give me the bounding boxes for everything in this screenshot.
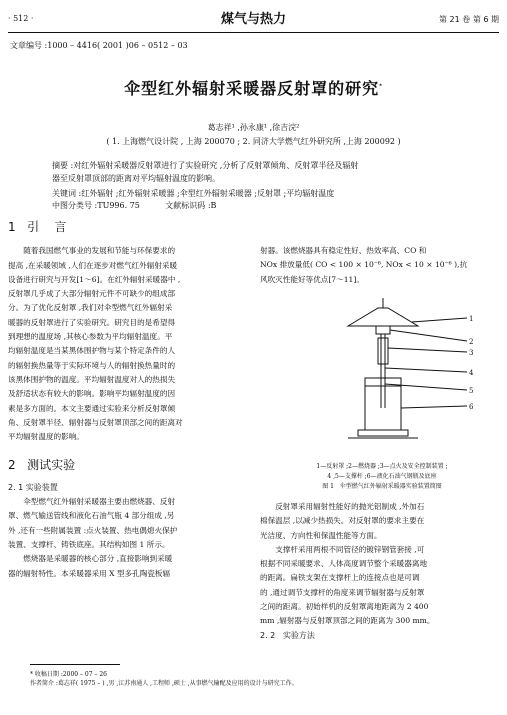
subsection-2-1: 2. 1 实验装置 — [8, 482, 58, 492]
header-rule — [8, 32, 499, 33]
intro-line: 素是多方面的。本文主要通过实验来分析反射罩倾 — [8, 403, 176, 413]
reflector-shape — [348, 308, 418, 326]
body-line: 的距离。扁铁支架在支撑杆上的连接点也是可调 — [260, 573, 420, 583]
volume-issue: 第 21 卷 第 6 期 — [439, 15, 499, 24]
fig-label-1: 1 — [469, 315, 474, 323]
intro-line: 分。为了优化反射罩 ,我们对伞型燃气红外辐射采 — [8, 303, 173, 313]
apparatus-line: 装置、支撑杆、铸铁底座。其结构如图 1 所示。 — [8, 539, 170, 549]
figure-1 — [262, 288, 502, 510]
classification-line: 中图分类号 :TU996. 75 文献标识码 :B — [52, 201, 217, 211]
apparatus-line: 伞型燃气红外辐射采暖器主要由燃烧器、反射 — [23, 497, 176, 507]
section-2-heading: 2 测试实验 — [8, 458, 76, 473]
fig-label-4: 4 — [469, 369, 474, 377]
fig-label-5: 5 — [469, 387, 474, 395]
intro-line: 随着我国燃气事业的发展和节能与环保要求的 — [23, 246, 176, 256]
body-line: 支撑杆采用两根不同管径的镀锌钢管套接 ,可 — [275, 544, 425, 554]
section-1-heading: 1 引 言 — [8, 220, 67, 234]
affiliations: ( 1. 上海燃气设计院 , 上海 200070 ; 2. 同济大学燃气红外研究所 ,上海 200092 ) — [106, 137, 401, 146]
intro-line: 提高 ,在采暖领域 ,人们在逐步对燃气红外辐射采暖 — [8, 260, 178, 270]
body-line: 反射罩采用辐射性能好的抛光铝制成 ,外加石 — [275, 502, 425, 511]
fig-label-2: 2 — [469, 338, 474, 346]
article-id: 文章编号 :1000 – 4416( 2001 )06 – 0512 – 03 — [10, 41, 188, 50]
figure-legend-2: 4 ,5—支撑杆 ;6—液化石油气钢瓶及底座 — [327, 473, 437, 480]
intro-line: 及舒适状态有较大的影响。影响平均辐射温度的因 — [8, 389, 176, 399]
footnote-rule — [30, 664, 120, 665]
author-bio: 作者简介 :葛志祥( 1975 – ) ,男 ,江苏南通人 ,工程师 ,硕士 ,从事燃气输配及应用的设计与研究工作。 — [30, 680, 298, 687]
footnotes — [30, 670, 298, 688]
control-device-shape — [378, 338, 388, 364]
title-footnote-mark: * — [379, 83, 383, 90]
page-number: · 512 · — [8, 14, 34, 23]
body-line: 棉保温层 ,以减少热损失。对反射罩的要求主要在 — [260, 516, 425, 526]
body-line: 的 ,通过调节支撑杆的角度来调节辐射器与反射罩 — [260, 587, 425, 597]
author-list: 葛志祥¹ ,孙永康¹ ,徐吉浣² — [207, 123, 300, 132]
apparatus-line: 外 ,还有一些附属装置 :点火装置、热电偶熄火保护 — [8, 525, 178, 535]
paper-title: 伞型红外辐射采暖器反射罩的研究* — [124, 79, 383, 98]
intro-line: 到理想的温度场 ,其核心参数为平均辐射温度。平 — [8, 332, 173, 342]
base-shape — [358, 430, 408, 436]
intro-line: 该黑体围护物的温度。平均辐射温度对人的热损失 — [8, 374, 176, 384]
subsection-2-2: 2. 2 实验方法 — [260, 630, 315, 640]
apparatus-line: 罩、燃气输送管线和液化石油气瓶 4 部分组成 ,另 — [8, 511, 175, 521]
intro-line: 角、反射罩半径、辐射器与反射罩顶部之间的距离对 — [8, 417, 183, 427]
abstract-line: 器至反射罩顶部的距离对平均辐射温度的影响。 — [52, 173, 220, 183]
received-date: * 收稿日期 :2000 – 07 – 26 — [30, 671, 108, 678]
intro-line: 的辐射换热量等于实际环境与人的辐射换热量时的 — [8, 360, 176, 370]
body-line: 之间的距离。初始样机的反射罩离地距离为 2 400 — [260, 602, 429, 612]
abstract-line: 摘要 :对红外辐射采暖器反射罩进行了实验研究 ,分析了反射罩倾角、反射罩半径及辐射 — [52, 161, 359, 170]
figure-legend-1: 1—反射罩 ;2—燃烧器 ;3—点火及安全控制装置 ; — [316, 463, 448, 470]
intro-line: 反射罩几乎成了大部分辐射元件不可缺少的组成部 — [8, 289, 176, 299]
intro-line: 平均辐射温度的影响。 — [8, 432, 84, 442]
abstract-block — [52, 160, 462, 213]
body-line: 射器。该燃烧器具有稳定性好、热效率高、CO 和 — [260, 246, 427, 255]
intro-line: 均辐射温度是当某黑体围护物与某个特定条件的人 — [8, 346, 176, 356]
figure-caption: 图 1 伞型燃气红外辐射采暖器实验装置简图 — [322, 483, 442, 490]
intro-line: 设备进行研究与开发[1～6]。在红外辐射采暖器中 , — [8, 274, 181, 284]
keywords-line: 关键词 :红外辐射 ;红外辐射采暖器 ;伞型红外辐射采暖器 ;反射罩 ;平均辐射温度 — [52, 188, 335, 198]
heater-diagram — [262, 288, 502, 458]
fig-label-6: 6 — [469, 403, 474, 411]
body-line: 风吹灭性能好等优点[7～11]。 — [260, 274, 364, 284]
burner-line: 燃烧器是采暖器的核心部分 ,直接影响到采暖 — [23, 554, 173, 564]
body-line: mm ,辐射器与反射罩顶部之间的距离为 300 mm。 — [260, 616, 435, 626]
burner-line: 器的辐射特性。本采暖器采用 X 型多孔陶瓷板辐 — [8, 568, 171, 578]
body-line: 根据不同采暖要求、人体高度调节整个采暖器离地 — [260, 559, 428, 569]
intro-line: 暖器的反射罩进行了实验研究。研究目的是希望得 — [8, 317, 176, 327]
right-column-bottom — [260, 500, 500, 643]
burner-shape — [376, 326, 390, 334]
fig-label-3: 3 — [469, 349, 474, 357]
right-column-top — [260, 244, 500, 287]
body-line: 光洁度、方向性和保温性能等方面。 — [260, 530, 382, 540]
body-line: NOx 排放量低( CO < 100 × 10⁻⁶, NOx < 10 × 10⁻⁶ ),抗 — [260, 260, 468, 270]
journal-name: 煤气与热力 — [220, 12, 286, 27]
running-header — [8, 6, 499, 26]
left-column — [8, 218, 246, 581]
